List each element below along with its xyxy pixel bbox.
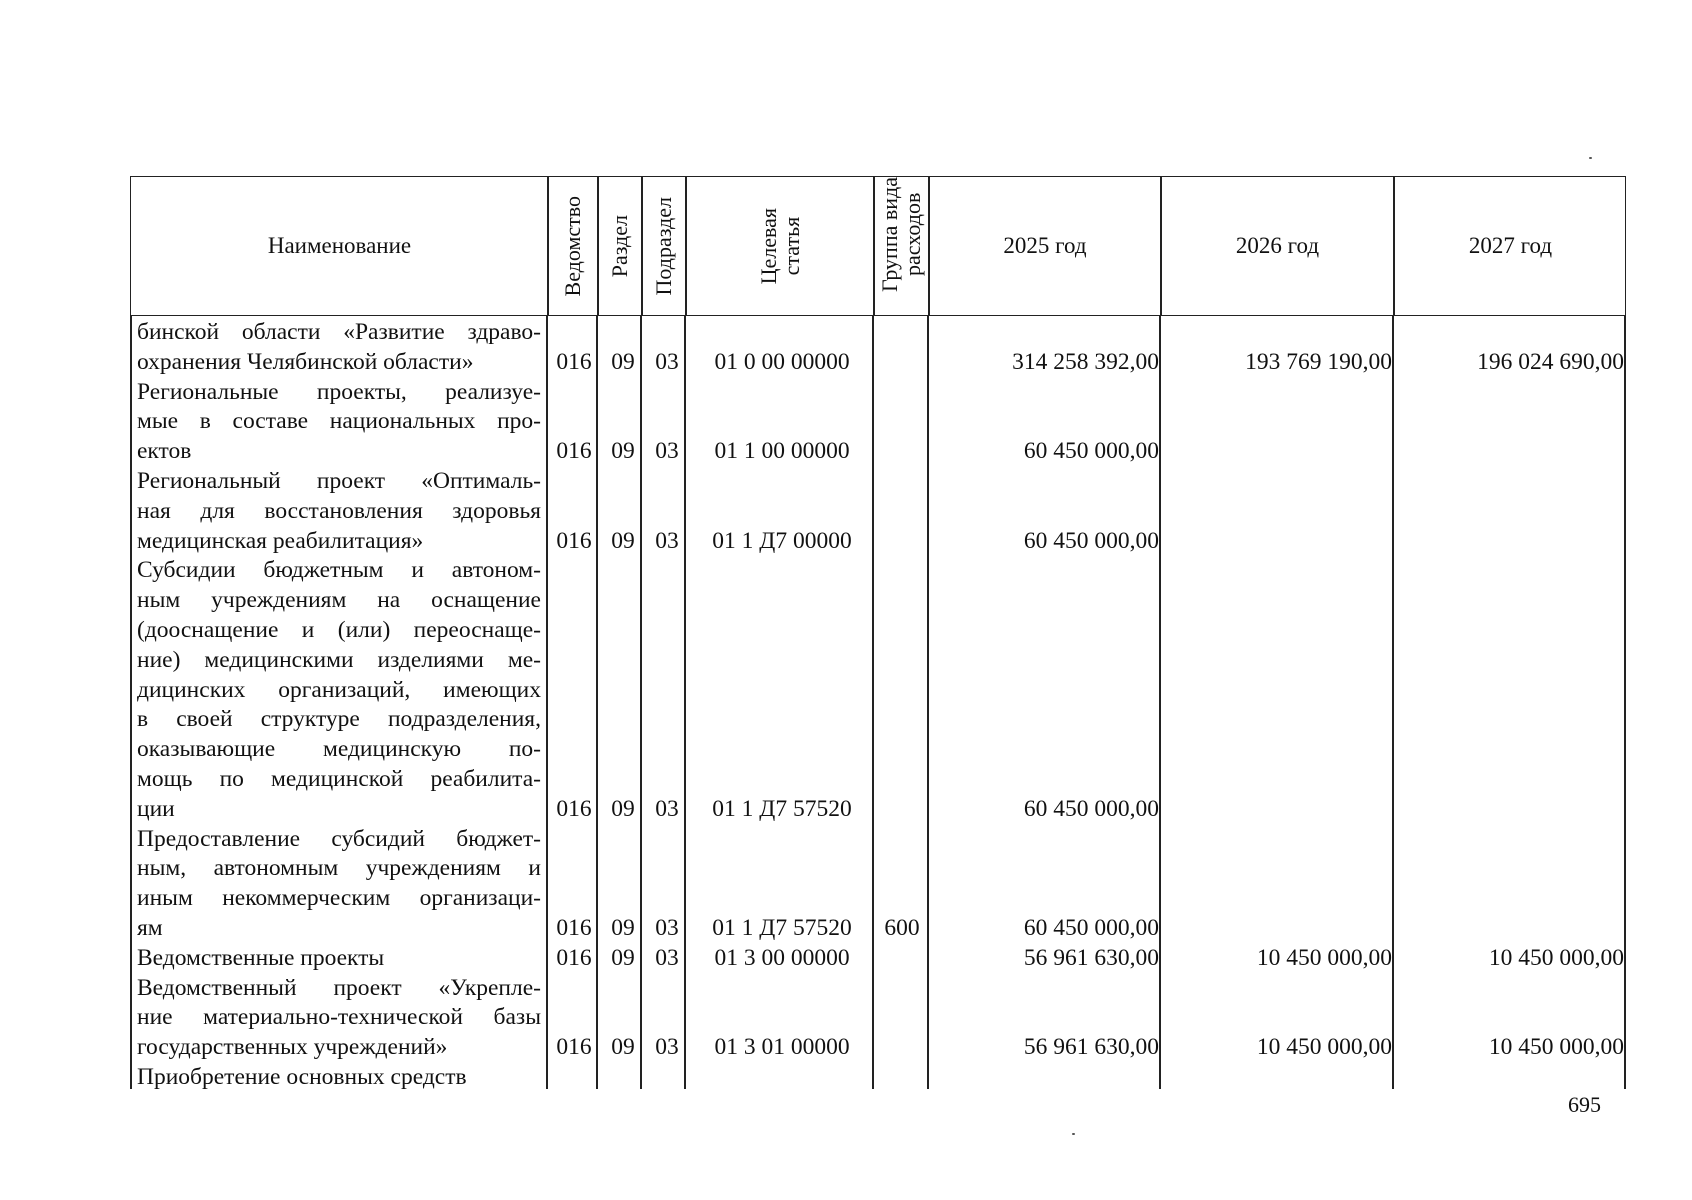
- celevaya-statya-cell: 01 1 Д7 00000: [712, 527, 852, 554]
- header-divider: [685, 177, 687, 315]
- amount-2025-cell: 60 450 000,00: [1023, 915, 1159, 941]
- razdel-cell: 09: [611, 438, 635, 465]
- row-name-line: ным, автономным учреждениям и: [137, 855, 541, 882]
- celevaya-statya-cell: 01 3 01 00000: [714, 1034, 850, 1061]
- razdel-cell: 09: [611, 348, 635, 375]
- row-name-line: мые в составе национальных про-: [137, 408, 541, 435]
- row-name-line: ние материально-технической базы: [137, 1004, 541, 1031]
- amount-2025-cell: 314 258 392,00: [1012, 348, 1159, 375]
- column-line: [546, 316, 548, 1089]
- vedomstvo-cell: 016: [556, 795, 592, 822]
- amount-2026-cell: 193 769 190,00: [1245, 348, 1392, 375]
- row-name-line: ным учреждениям на оснащение: [137, 587, 541, 614]
- row-name-line: Субсидии бюджетным и автоном-: [137, 557, 541, 584]
- row-name: [137, 974, 541, 1063]
- column-line: [927, 316, 929, 1089]
- row-name-line: оказывающие медицинскую по-: [137, 736, 541, 763]
- header-2026: 2026 год: [1235, 232, 1320, 258]
- header-vedomstvo: Ведомство: [560, 195, 586, 297]
- podrazdel-cell: 03: [655, 527, 679, 554]
- header-razdel: Раздел: [607, 214, 633, 278]
- row-name-line: ная для восстановления здоровья: [137, 497, 541, 524]
- row-name-line: (дооснащение и (или) переоснаще-: [137, 616, 541, 643]
- razdel-cell: 09: [611, 944, 635, 971]
- row-name-line: мощь по медицинской реабилита-: [137, 765, 541, 792]
- row-name-line: ние) медицинскими изделиями ме-: [137, 646, 541, 673]
- header-2027: 2027 год: [1468, 232, 1553, 258]
- podrazdel-cell: 03: [655, 1034, 679, 1061]
- scan-speck: [1072, 1133, 1075, 1135]
- razdel-cell: 09: [611, 915, 635, 941]
- header-gruppa-vida-rashodov: Группа вида расходов: [877, 177, 926, 292]
- podrazdel-cell: 03: [655, 348, 679, 375]
- vedomstvo-cell: 016: [556, 438, 592, 465]
- row-name-line: государственных учреждений»: [137, 1034, 448, 1061]
- vedomstvo-cell: 016: [556, 348, 592, 375]
- row-name-line: охранения Челябинской области»: [137, 348, 474, 375]
- row-name-line: иным некоммерческим организаци-: [137, 885, 541, 912]
- column-line: [872, 316, 874, 1089]
- amount-2027-cell: 10 450 000,00: [1488, 1034, 1624, 1061]
- vedomstvo-cell: 016: [556, 527, 592, 554]
- row-name-line: Приобретение основных средств: [137, 1064, 467, 1090]
- razdel-cell: 09: [611, 1034, 635, 1061]
- row-name-line: бинской области «Развитие здраво-: [137, 319, 541, 345]
- row-name-line: Ведомственный проект «Укрепле-: [137, 974, 541, 1001]
- amount-2025-cell: 60 450 000,00: [1023, 795, 1159, 822]
- row-name-line: Региональные проекты, реализуе-: [137, 378, 541, 405]
- vedomstvo-cell: 016: [556, 1034, 592, 1061]
- row-name: [137, 467, 541, 556]
- celevaya-statya-cell: 01 1 Д7 57520: [712, 795, 852, 822]
- row-name-line: Региональный проект «Оптималь-: [137, 468, 541, 494]
- amount-2025-cell: 60 450 000,00: [1023, 438, 1159, 465]
- vedomstvo-cell: 016: [556, 915, 592, 941]
- row-name-line: ции: [137, 795, 175, 822]
- razdel-cell: 09: [611, 795, 635, 822]
- row-name-line: в своей структуре подразделения,: [137, 706, 541, 733]
- column-line: [1159, 316, 1161, 1089]
- header-name: Наименование: [267, 232, 412, 258]
- celevaya-statya-cell: 01 3 00 00000: [714, 944, 850, 971]
- razdel-cell: 09: [611, 527, 635, 554]
- podrazdel-cell: 03: [655, 795, 679, 822]
- header-divider: [547, 177, 549, 315]
- amount-2026-cell: 10 450 000,00: [1256, 944, 1392, 971]
- header-divider: [1160, 177, 1162, 315]
- podrazdel-cell: 03: [655, 944, 679, 971]
- amount-2026-cell: 10 450 000,00: [1256, 1034, 1392, 1061]
- celevaya-statya-cell: 01 1 Д7 57520: [712, 915, 852, 941]
- podrazdel-cell: 03: [655, 438, 679, 465]
- scan-speck: [1589, 157, 1592, 159]
- page-number: 695: [1568, 1092, 1601, 1117]
- header-celevaya-statya: Целевая статья: [755, 207, 804, 285]
- table-header: [130, 176, 1626, 316]
- amount-2027-cell: 196 024 690,00: [1477, 348, 1624, 375]
- header-2025: 2025 год: [1003, 232, 1087, 258]
- row-name: [137, 378, 541, 467]
- row-name-line: Ведомственные проекты: [137, 944, 385, 971]
- header-divider: [641, 177, 643, 315]
- row-name: [137, 318, 541, 378]
- celevaya-statya-cell: 01 0 00 00000: [714, 348, 850, 375]
- row-name-line: медицинская реабилитация»: [137, 527, 424, 554]
- amount-2025-cell: 56 961 630,00: [1023, 944, 1159, 971]
- row-name: [137, 825, 541, 944]
- row-name-line: Предоставление субсидий бюджет-: [137, 825, 541, 852]
- column-line: [1392, 316, 1394, 1089]
- column-line: [130, 316, 132, 1089]
- amount-2027-cell: 10 450 000,00: [1488, 944, 1624, 971]
- column-line: [596, 316, 598, 1089]
- gruppa-cell: 600: [884, 915, 920, 941]
- row-name: [137, 1063, 541, 1093]
- header-divider: [873, 177, 875, 315]
- row-name: [137, 944, 541, 974]
- header-divider: [1393, 177, 1395, 315]
- row-name: [137, 556, 541, 824]
- amount-2025-cell: 60 450 000,00: [1023, 527, 1159, 554]
- row-name-line: ям: [137, 914, 163, 941]
- vedomstvo-cell: 016: [556, 944, 592, 971]
- celevaya-statya-cell: 01 1 00 00000: [714, 438, 850, 465]
- amount-2025-cell: 56 961 630,00: [1023, 1034, 1159, 1061]
- header-podrazdel: Подраздел: [651, 196, 677, 296]
- row-name-line: дицинских организаций, имеющих: [137, 676, 541, 703]
- column-line: [1624, 316, 1626, 1089]
- header-divider: [597, 177, 599, 315]
- header-divider: [928, 177, 930, 315]
- podrazdel-cell: 03: [655, 915, 679, 941]
- row-name-line: ектов: [137, 438, 192, 465]
